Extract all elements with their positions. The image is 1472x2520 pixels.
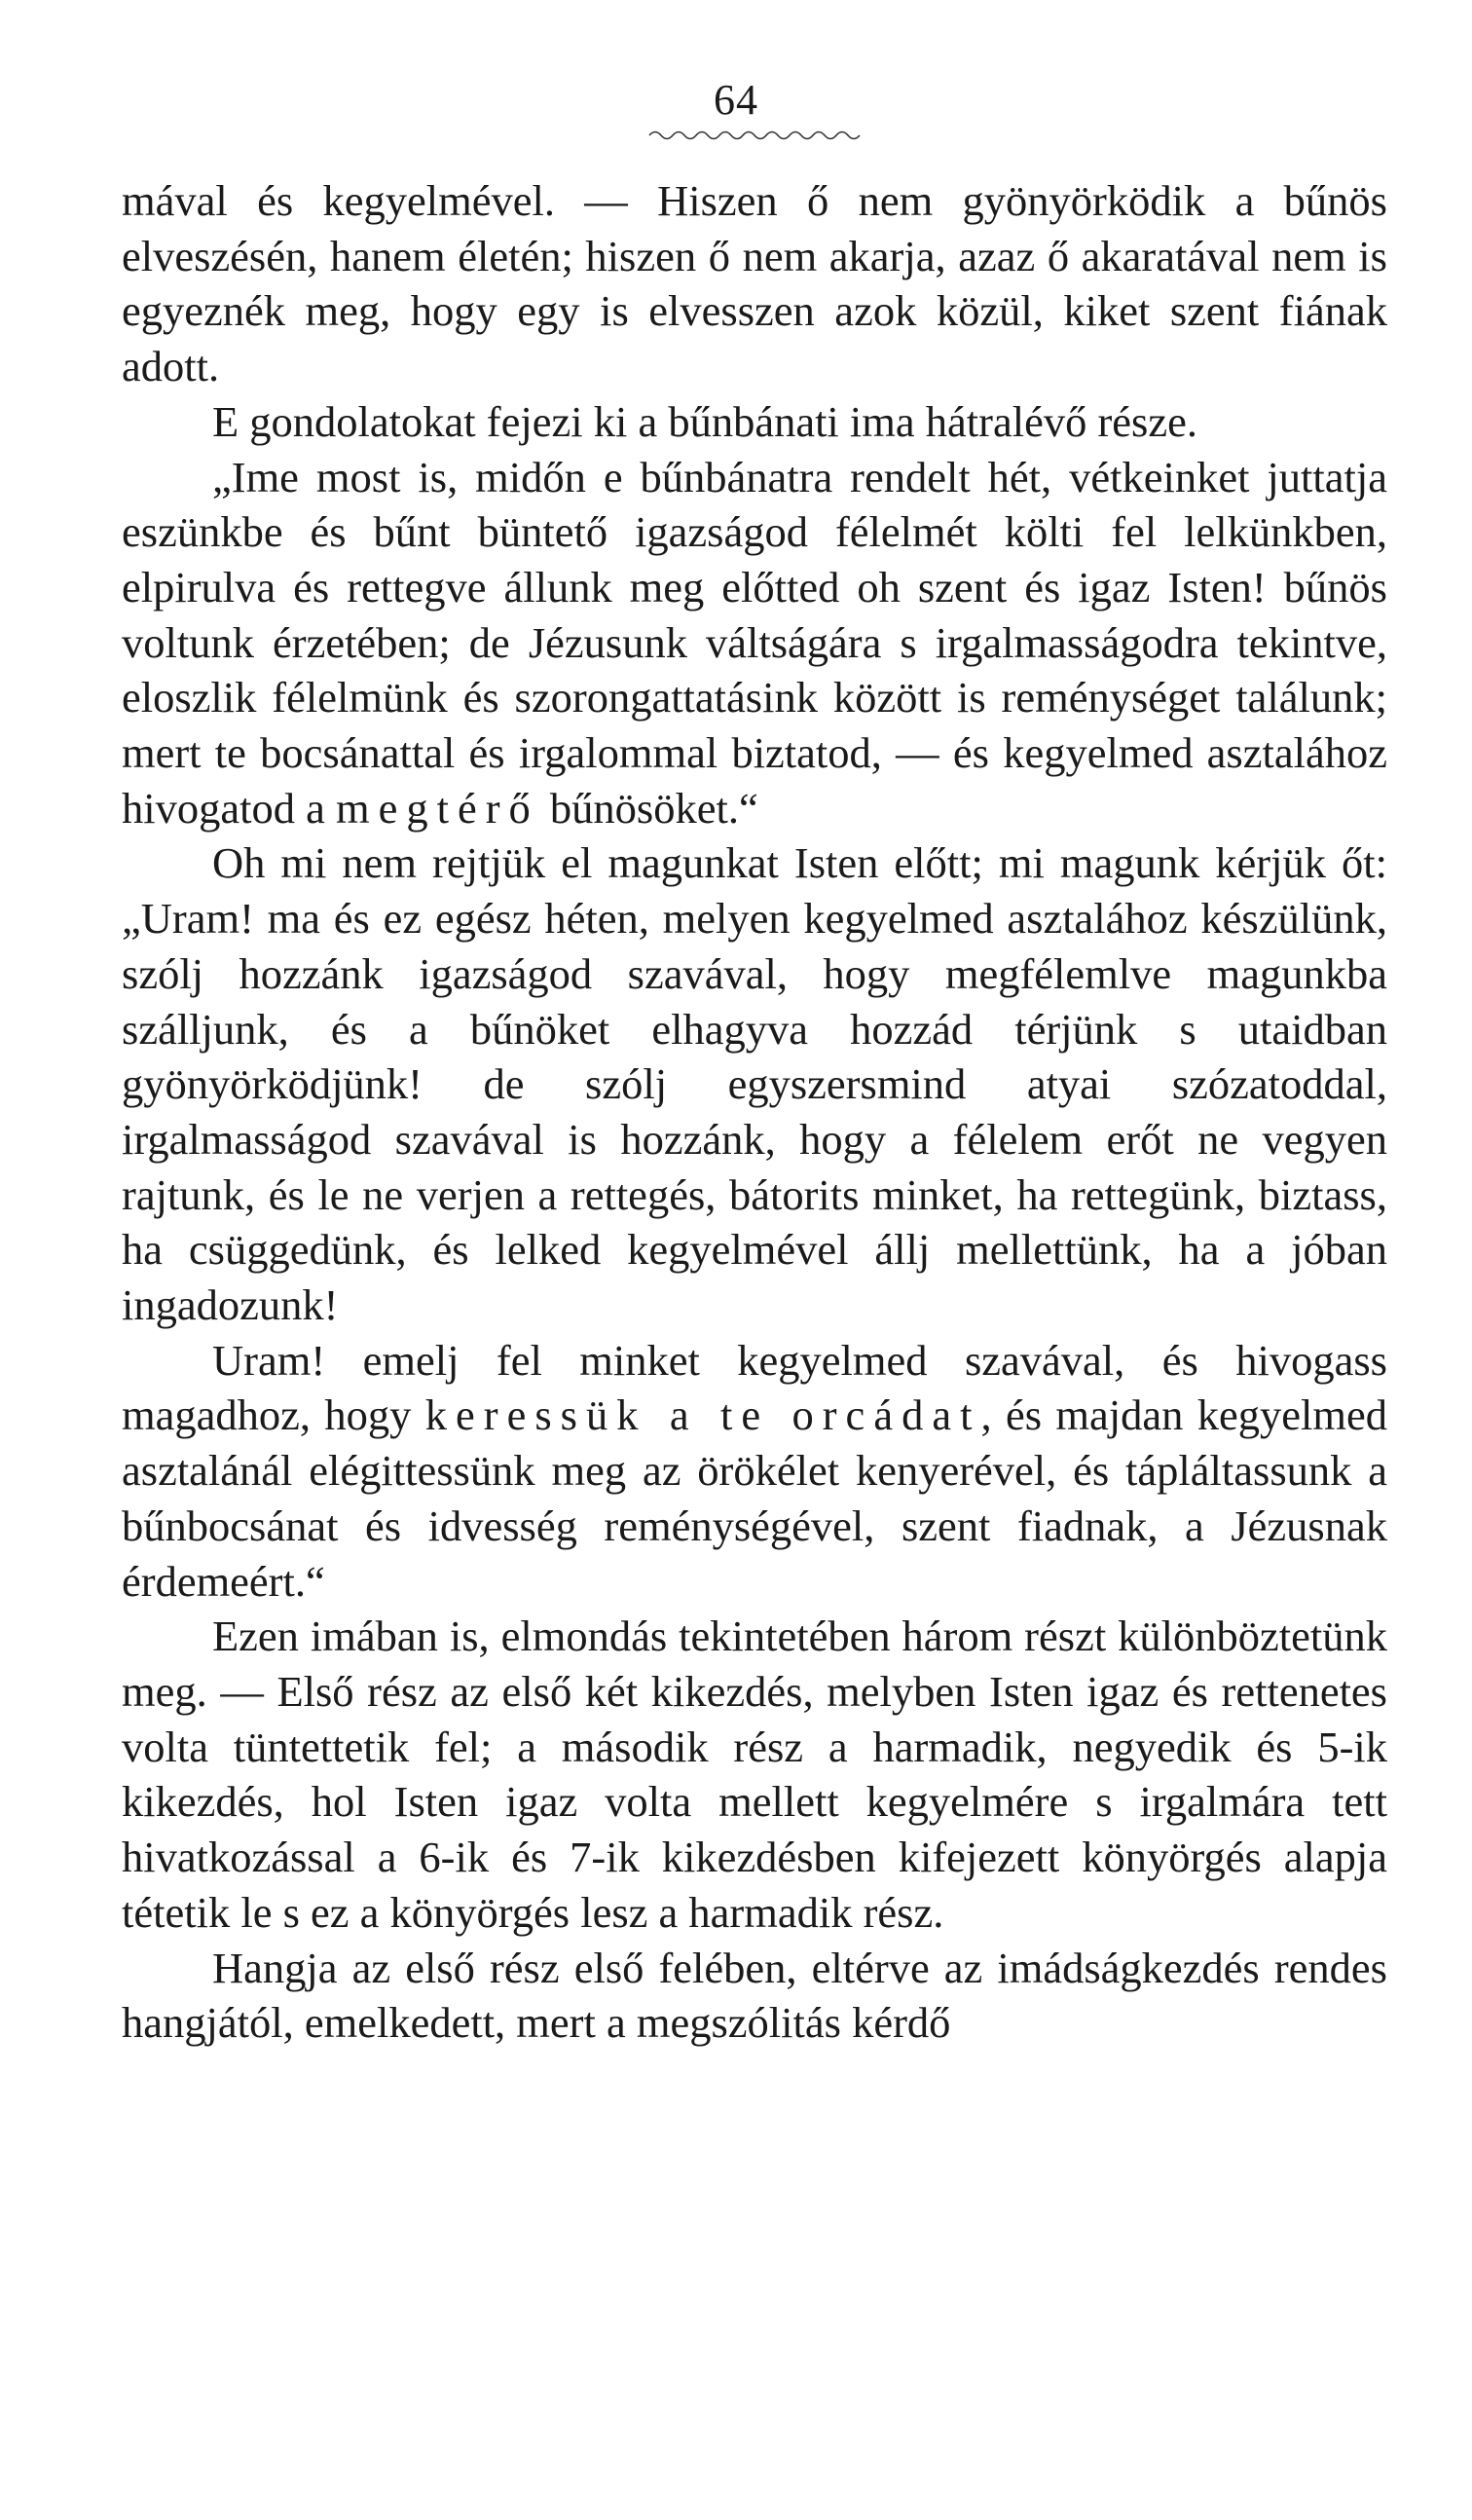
body-text — [122, 173, 1387, 2051]
paragraph-text: bűnösöket.“ — [538, 783, 758, 833]
paragraph-text: „Ime most is, midőn e bűnbánatra rendelt hét, vétkeinket juttatja eszünkbe és bűnt büntető igazságod félelmét költi fel lelkünkben, elpirulva és rettegve állunk meg előtted oh szent és igaz Isten! bűnös voltunk érzetében; de Jézusunk váltságára s irgalmasságodra tekintve, eloszlik félelmünk és szorongattatásink között is reménységet találunk; mert te bocsánattal és irgalommal biztatod, — és kegyelmed asztalához hivogatod a — [122, 452, 1387, 833]
paragraph: E gondolatokat fejezi ki a bűnbánati ima hátralévő része. — [212, 396, 1197, 446]
emphasized-spaced-text: megtérő — [335, 783, 539, 833]
paragraph-text: , és majdan kegyelmed asztalánál elégittessünk meg az örökélet kenyerével, és tápláltassunk a bűnbocsánat és idvesség reménységével, szent fiadnak, a Jézusnak érdemeért.“ — [122, 1390, 1387, 1606]
paragraph: Hangja az első rész első felében, eltérve az imádságkezdés rendes hangjától, emelkedett, mert a megszólitás kérdő — [122, 1943, 1387, 2048]
paragraph — [122, 1333, 1387, 1610]
paragraph: Ezen imában is, elmondás tekintetében három részt különböztetünk meg. — Első rész az első két kikezdés, melyben Isten igaz és rettenetes volta tüntettetik fel; a második rész a harmadik, negyedik és 5-ik kikezdés, hol Isten igaz volta mellett kegyelmére s irgalmára tett hivatkozással a 6-ik és 7-ik kikezdésben kifejezett könyörgés alapja tétetik le s ez a könyörgés lesz a harmadik rész. — [122, 1612, 1387, 1937]
paragraph: Oh mi nem rejtjük el magunkat Isten előtt; mi magunk kérjük őt: „Uram! ma és ez egész héten, melyen kegyelmed asztalához készülünk, szólj hozzánk igazságod szavával, hogy megfélemlve magunkba szálljunk, és a bűnöket elhagyva hozzád térjünk s utaidban gyönyörködjünk! de szólj egyszersmind atyai szózatoddal, irgalmasságod szavával is hozzánk, hogy a félelem erőt ne vegyen rajtunk, és le ne verjen a rettegés, bátorits minket, ha rettegünk, biztass, ha csüggedünk, és lelked kegyelmével állj mellettünk, ha a jóban ingadozunk! — [122, 838, 1387, 1330]
page-number: 64 — [714, 76, 758, 124]
paragraph — [122, 450, 1387, 836]
paragraph-text: Uram! emelj fel minket kegyelmed szavával, és hivogass magadhoz, hogy — [122, 1335, 1387, 1440]
emphasized-spaced-text: keressük a te orcádat — [424, 1390, 981, 1440]
wavy-line-ornament-icon — [647, 127, 862, 144]
page-header — [0, 76, 1472, 125]
paragraph: mával és kegyelmével. — Hiszen ő nem gyönyörködik a bűnös elveszésén, hanem életén; hiszen ő nem akarja, azaz ő akaratával nem is egyeznék meg, hogy egy is elvesszen azok közül, kiket szent fiának adott. — [122, 176, 1387, 391]
